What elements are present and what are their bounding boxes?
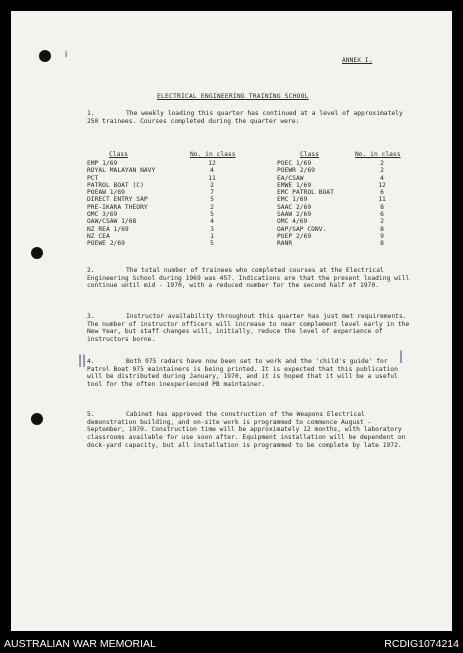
course-name: SAAC 2/69 xyxy=(277,203,312,211)
table-row xyxy=(87,226,237,233)
paragraph-number: 5. xyxy=(87,411,95,418)
course-name: NZ REA 1/69 xyxy=(87,225,129,233)
table-row xyxy=(277,240,427,247)
course-name: PCT xyxy=(87,174,99,182)
table-row xyxy=(87,182,237,189)
paragraph-4 xyxy=(87,358,411,389)
table-row xyxy=(277,182,427,189)
footer-record-id: RCDIG1074214 xyxy=(384,638,459,650)
course-name: RANR xyxy=(277,240,293,248)
course-count: 2 xyxy=(380,160,384,167)
punch-hole xyxy=(31,413,43,425)
paragraph-5 xyxy=(87,411,411,450)
table-row xyxy=(277,160,427,167)
course-name: EA/CSAW xyxy=(277,174,304,182)
course-name: POEWE 2/69 xyxy=(87,240,125,248)
table-row xyxy=(277,196,427,203)
handwritten-mark: || xyxy=(78,353,87,367)
course-count: 12 xyxy=(378,181,386,189)
courses-column-right xyxy=(277,151,427,248)
table-row xyxy=(87,167,237,174)
table-row xyxy=(277,218,427,225)
course-count: 8 xyxy=(380,203,384,211)
course-name: DIRECT ENTRY SAP xyxy=(87,196,148,204)
paragraph-text: Instructor availability throughout this quarter has just met requirements. The number of instructor officers will increase to near complement level early in the New Year, but staff changes will, initially, reduce the level of experience of instructors borne. xyxy=(87,313,410,344)
paragraph-3 xyxy=(87,313,411,344)
course-name: SAAW 2/69 xyxy=(277,211,312,219)
course-count: 8 xyxy=(380,225,384,233)
archive-footer xyxy=(0,636,463,653)
course-name: ROYAL MALAYAN NAVY xyxy=(87,167,156,175)
table-row xyxy=(277,175,427,182)
table-row xyxy=(277,233,427,240)
course-name: EMC 1/69 xyxy=(277,196,308,204)
column-header-number: No. in class xyxy=(190,151,236,158)
course-count: 11 xyxy=(208,174,216,182)
paragraph-text: Both 975 radars have now been set to work and the 'child's guide' for Patrol Boat 975 maintainers is being printed. It is expected that this publication will be distributed during January, 1970, and it is hoped that it will be a useful tool for the often inexperienced PB maintainer. xyxy=(87,358,398,389)
table-row xyxy=(87,204,237,211)
paragraph-number: 1. xyxy=(87,110,95,117)
course-name: POEP 2/69 xyxy=(277,232,312,240)
column-header-class: Class xyxy=(109,151,128,158)
table-row xyxy=(87,218,237,225)
pencil-mark: ⅰ xyxy=(65,50,68,59)
course-name: OMC 4/69 xyxy=(277,218,308,226)
course-count: 8 xyxy=(380,240,384,248)
annex-label: ANNEX I. xyxy=(342,57,373,64)
course-name: EMC PATROL BOAT xyxy=(277,189,334,197)
course-name: EMWE 1/69 xyxy=(277,181,312,189)
course-name: PRE-IKARA THEORY xyxy=(87,203,148,211)
course-count: 4 xyxy=(380,174,384,182)
course-count: 3 xyxy=(210,225,214,233)
column-header-number: No. in class xyxy=(355,151,401,158)
course-name: OMC 3/69 xyxy=(87,211,118,219)
course-count: 9 xyxy=(380,232,384,240)
table-row xyxy=(87,160,237,167)
course-count: 5 xyxy=(210,211,214,219)
course-count: 2 xyxy=(380,167,384,175)
paragraph-2 xyxy=(87,267,411,290)
course-count: 4 xyxy=(210,167,214,175)
column-header-class: Class xyxy=(300,151,319,158)
table-row xyxy=(277,211,427,218)
course-count: 2 xyxy=(210,203,214,211)
course-name: OAW/CSAW 1/68 xyxy=(87,218,137,226)
course-name: POEWR 2/69 xyxy=(277,167,315,175)
table-row xyxy=(277,189,427,196)
course-count: 2 xyxy=(210,181,214,189)
document-page xyxy=(11,11,452,631)
course-name: EMP 1/69 xyxy=(87,160,118,167)
paragraph-number: 3. xyxy=(87,313,95,320)
paragraph-number: 4. xyxy=(87,358,95,365)
course-name: OAP/SAP CONV. xyxy=(277,225,327,233)
course-count: 6 xyxy=(380,211,384,219)
table-row xyxy=(87,189,237,196)
paragraph-text: The weekly loading this quarter has continued at a level of approximately 250 trainees. Courses completed during the quarter were: xyxy=(87,110,403,125)
paragraph-text: The total number of trainees who completed courses at the Electrical Engineering School during 1969 was 457. Indications are that the present loading will continue until mid - 1970, with a reduced number for the second half of 1970. xyxy=(87,267,410,290)
course-count: 12 xyxy=(208,160,216,167)
paragraph-1 xyxy=(87,110,411,125)
paragraph-text: Cabinet has approved the construction of the Weapons Electrical demonstration building, and on-site work is programmed to commence August - September, 1970. Construction time will be approximately 12 months, with laboratory classrooms available for use soon after. Equipment installation will be dependent on dock-yard capacity, but all installation is programmed to be complete by late 1972. xyxy=(87,411,406,449)
course-count: 5 xyxy=(210,196,214,204)
course-count: 1 xyxy=(210,232,214,240)
table-row xyxy=(87,211,237,218)
course-count: 2 xyxy=(380,218,384,226)
table-row xyxy=(277,204,427,211)
table-row xyxy=(87,196,237,203)
course-count: 4 xyxy=(210,218,214,226)
handwritten-mark: | xyxy=(399,349,404,363)
course-count: 7 xyxy=(210,189,214,197)
course-name: PATROL BOAT (C) xyxy=(87,181,144,189)
table-row xyxy=(277,226,427,233)
document-title: ELECTRICAL ENGINEERING TRAINING SCHOOL xyxy=(157,93,309,100)
table-row xyxy=(87,233,237,240)
course-count: 11 xyxy=(378,196,386,204)
footer-institution: AUSTRALIAN WAR MEMORIAL xyxy=(4,638,156,650)
course-name: POEAW 1/69 xyxy=(87,189,125,197)
table-row xyxy=(87,175,237,182)
course-count: 6 xyxy=(380,189,384,197)
punch-hole xyxy=(31,247,43,259)
course-count: 5 xyxy=(210,240,214,248)
courses-column-left xyxy=(87,151,237,248)
punch-hole xyxy=(39,50,51,62)
paragraph-number: 2. xyxy=(87,267,95,274)
course-name: NZ CEA xyxy=(87,232,110,240)
table-row xyxy=(87,240,237,247)
table-row xyxy=(277,167,427,174)
course-name: POEC 1/69 xyxy=(277,160,312,167)
